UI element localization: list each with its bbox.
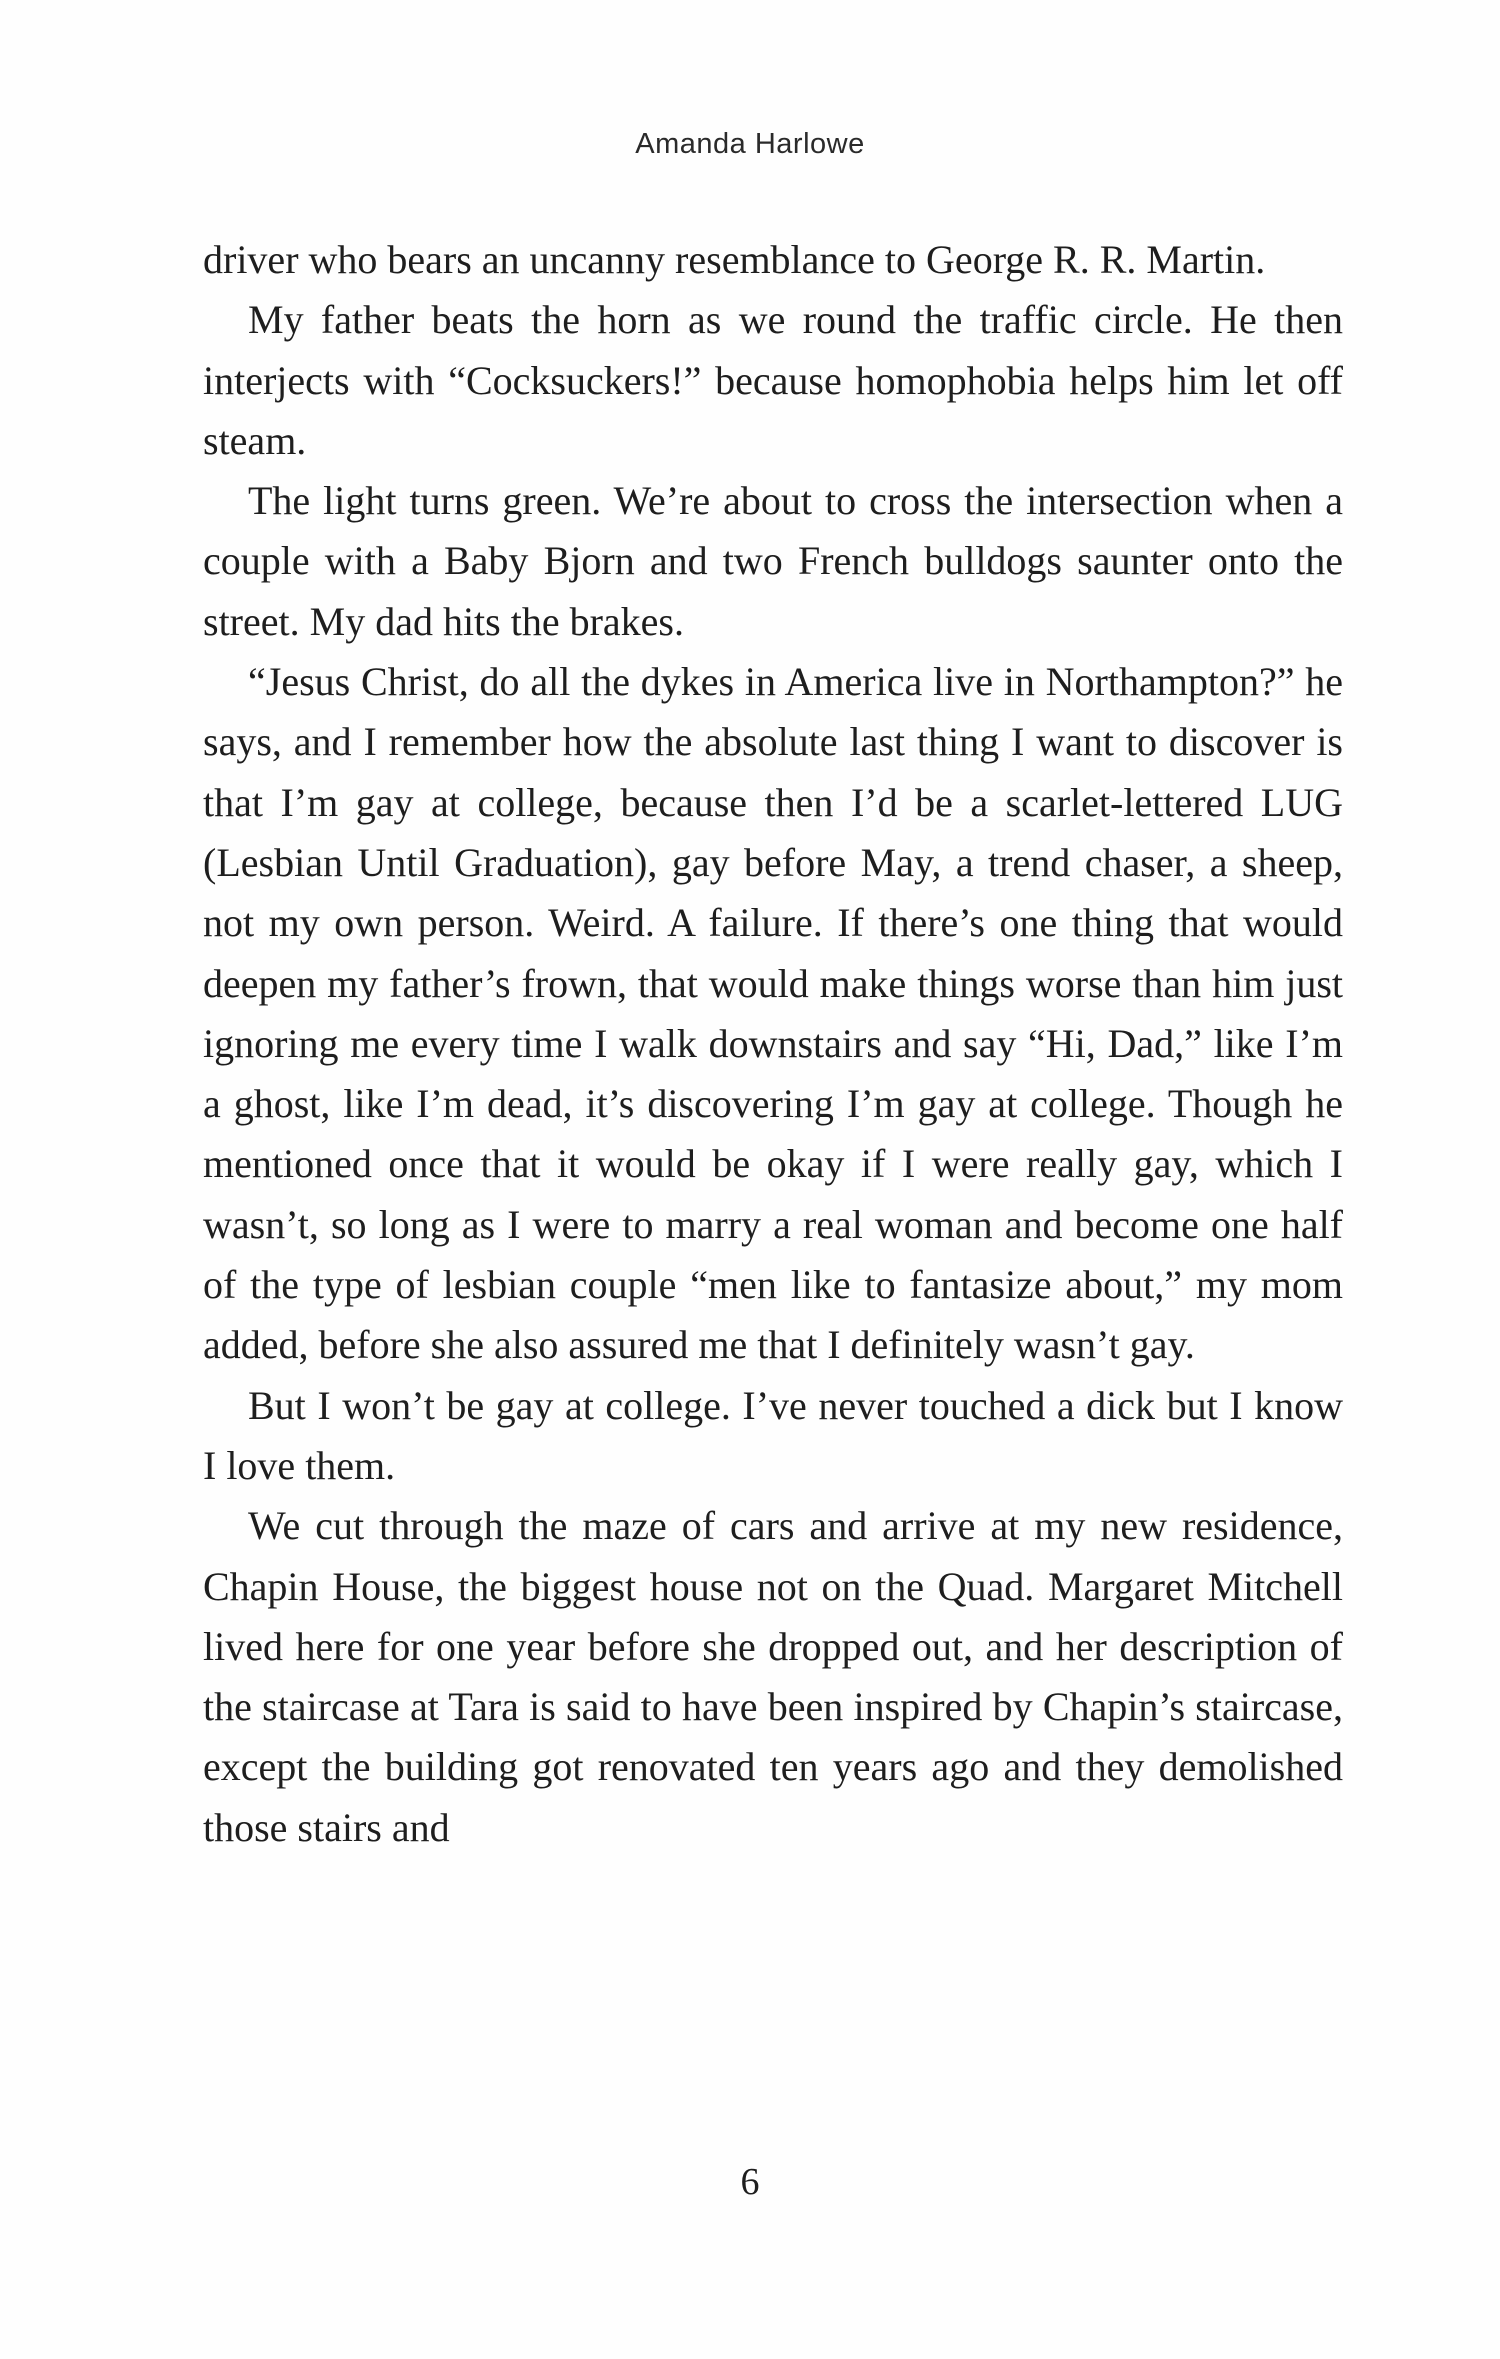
body-text xyxy=(203,230,1343,1858)
page-number: 6 xyxy=(740,2161,760,2203)
running-head: Amanda Harlowe xyxy=(635,128,865,160)
paragraph: But I won’t be gay at college. I’ve never touched a dick but I know I love them. xyxy=(203,1382,1343,1488)
paragraph: “Jesus Christ, do all the dykes in America live in Northampton?” he says, and I remember how the absolute last thing I want to discover is that I’m gay at college, because then I’d be a scarlet-lettered LUG (Lesbian Until Graduation), gay before May, a trend chaser, a sheep, not my own person. Weird. A failure. If there’s one thing that would deepen my father’s frown, that would make things worse than him just ignoring me every time I walk downstairs and say “Hi, Dad,” like I’m a ghost, like I’m dead, it’s discovering I’m gay at college. Though he mentioned once that it would be okay if I were really gay, which I wasn’t, so long as I were to marry a real woman and become one half of the type of lesbian couple “men like to fantasize about,” my mom added, before she also assured me that I definitely wasn’t gay. xyxy=(203,659,1343,1368)
paragraph-continued: driver who bears an uncanny resemblance to George R. R. Martin. xyxy=(203,237,1266,282)
paragraph: The light turns green. We’re about to cross the intersection when a couple with a Baby Bjorn and two French bulldogs saunter onto the street. My dad hits the brakes. xyxy=(203,478,1343,644)
paragraph: We cut through the maze of cars and arrive at my new residence, Chapin House, the biggest house not on the Quad. Margaret Mitchell lived here for one year before she dropped out, and her description of the staircase at Tara is said to have been inspired by Chapin’s staircase, except the building got renovated ten years ago and they demolished those stairs and xyxy=(203,1503,1343,1850)
paragraph: My father beats the horn as we round the traffic circle. He then interjects with “Cocksuckers!” because homophobia helps him let off steam. xyxy=(203,297,1343,463)
